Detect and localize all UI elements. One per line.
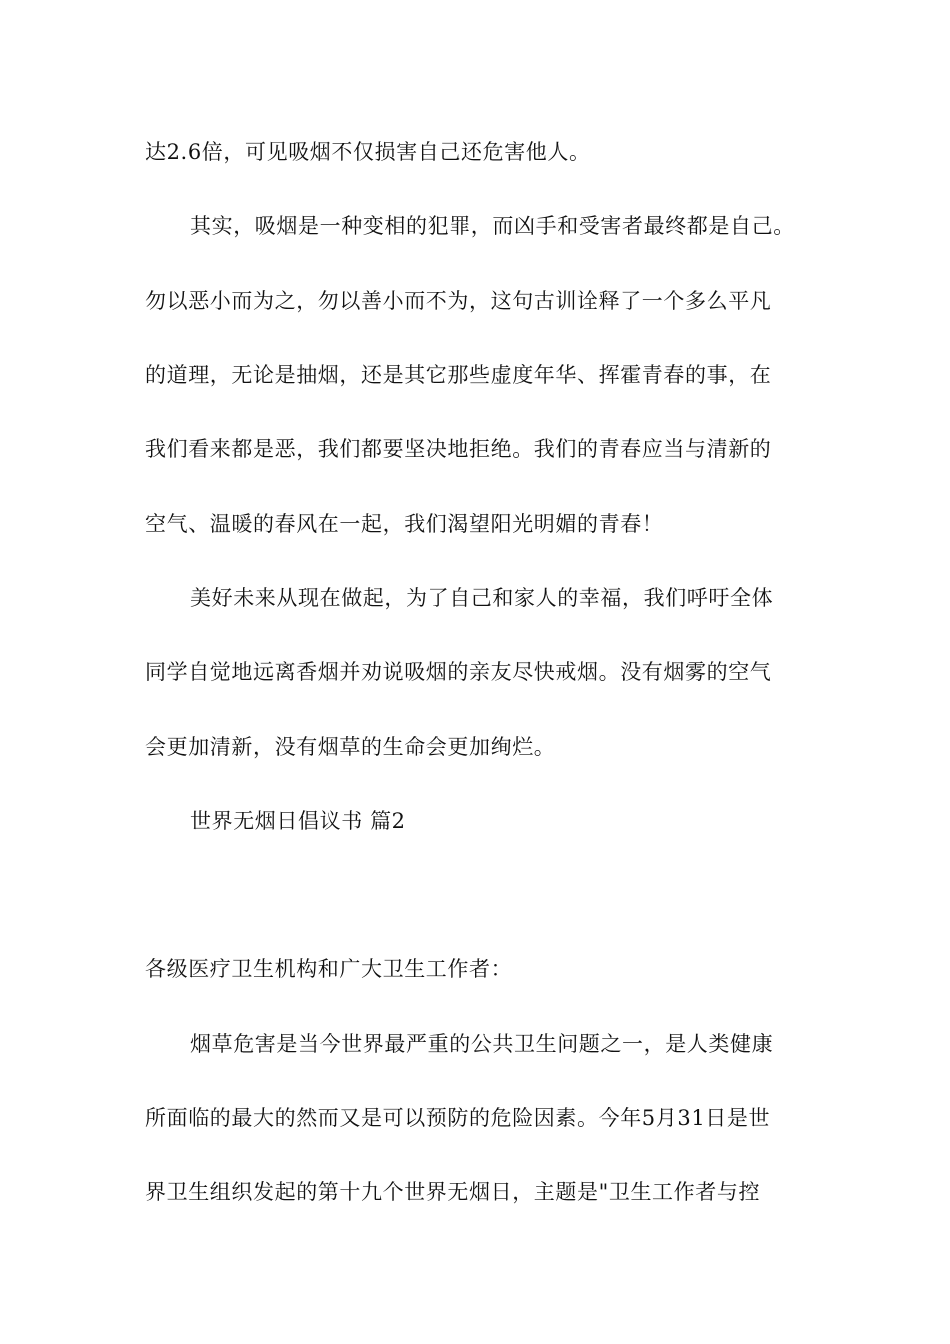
text-line: 空气、温暖的春风在一起，我们渴望阳光明媚的青春！ xyxy=(145,512,664,536)
paragraph-start: 烟草危害是当今世界最严重的公共卫生问题之一，是人类健康 xyxy=(190,1032,774,1056)
text-line: 的道理，无论是抽烟，还是其它那些虚度年华、挥霍青春的事，在 xyxy=(145,363,772,387)
text-line: 我们看来都是恶，我们都要坚决地拒绝。我们的青春应当与清新的 xyxy=(145,437,772,461)
salutation: 各级医疗卫生机构和广大卫生工作者： xyxy=(145,957,513,981)
text-line: 勿以恶小而为之，勿以善小而不为，这句古训诠释了一个多么平凡 xyxy=(145,289,772,313)
text-line: 会更加清新，没有烟草的生命会更加绚烂。 xyxy=(145,735,556,759)
section-heading: 世界无烟日倡议书 篇2 xyxy=(190,809,406,833)
text-line: 达2.6倍，可见吸烟不仅损害自己还危害他人。 xyxy=(145,140,591,164)
paragraph-start: 其实，吸烟是一种变相的犯罪，而凶手和受害者最终都是自己。 xyxy=(190,214,795,238)
text-line: 同学自觉地远离香烟并劝说吸烟的亲友尽快戒烟。没有烟雾的空气 xyxy=(145,660,772,684)
text-line: 界卫生组织发起的第十九个世界无烟日，主题是"卫生工作者与控 xyxy=(145,1180,761,1204)
paragraph-start: 美好未来从现在做起，为了自己和家人的幸福，我们呼吁全体 xyxy=(190,586,774,610)
text-line: 所面临的最大的然而又是可以预防的危险因素。今年5月31日是世 xyxy=(145,1106,771,1130)
